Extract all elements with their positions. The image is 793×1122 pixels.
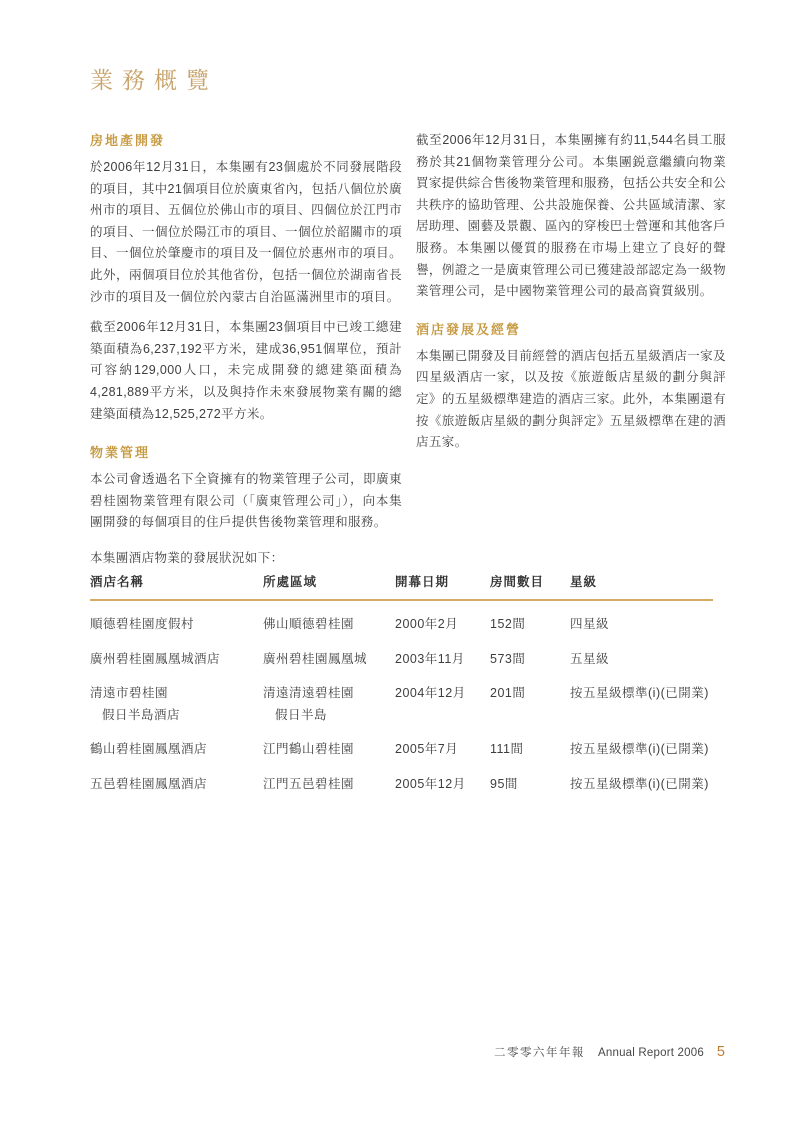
hotel-table-cell: 2000年2月 bbox=[395, 617, 459, 631]
left-column bbox=[90, 130, 402, 570]
right-column bbox=[416, 130, 726, 463]
hotel-table-row bbox=[90, 636, 713, 671]
hotel-table-cell: 五星級 bbox=[570, 651, 610, 666]
real-estate-paragraph-1: 於2006年12月31日，本集團有23個處於不同發展階段的項目，其中21個項目位於廣東省內，包括八個位於廣州市的項目、五個位於佛山市的項目、四個位於江門市的項目、一個位於陽江市的項目、一個位於韶關市的項目、一個位於肇慶市的項目及一個位於惠州市的項目。此外，兩個項目位於其他省份，包括一個位於湖南省長沙市的項目及一個位於內蒙古自治區滿洲里市的項目。 bbox=[90, 160, 402, 304]
hotel-table-cell: 鶴山碧桂園鳳凰酒店 bbox=[90, 742, 208, 756]
hotel-table bbox=[90, 572, 713, 795]
staff-paragraph: 截至2006年12月31日，本集團擁有約11,544名員工服務於其21個物業管理分公司。本集團鋭意繼續向物業買家提供綜合售後物業管理和服務，包括公共安全和公共秩序的協助管理、公共設施保養、公共區域清潔、家居助理、園藝及景觀、區內的穿梭巴士營運和其他客戶服務。本集團以優質的服務在市場上建立了良好的聲譽，例證之一是廣東管理公司已獲建設部認定為一級物業管理公司，是中國物業管理公司的最高資質級別。 bbox=[416, 133, 726, 299]
section-heading-real-estate: 房地產開發 bbox=[90, 133, 166, 148]
hotel-table-cell: 清遠清遠碧桂園 假日半島 bbox=[263, 686, 355, 722]
hotel-table-body bbox=[90, 600, 713, 795]
hotel-table-cell: 廣州碧桂園鳳凰城酒店 bbox=[90, 651, 221, 666]
hotel-table-cell: 2003年11月 bbox=[395, 651, 465, 666]
hotel-table-intro: 本集團酒店物業的發展狀況如下： bbox=[90, 550, 284, 565]
hotel-table-row bbox=[90, 726, 713, 761]
column-header-star-rating: 星級 bbox=[570, 572, 713, 600]
hotel-table-row bbox=[90, 670, 713, 726]
hotel-table-row bbox=[90, 600, 713, 636]
hotel-table-cell: 順德碧桂園度假村 bbox=[90, 617, 195, 631]
hotel-table-cell: 江門鶴山碧桂園 bbox=[263, 742, 355, 756]
hotel-table-cell: 111間 bbox=[490, 742, 524, 756]
hotel-table-header-row bbox=[90, 572, 713, 600]
section-heading-property-management: 物業管理 bbox=[90, 445, 151, 461]
hotel-development-paragraph: 本集團已開發及目前經營的酒店包括五星級酒店一家及四星級酒店一家，以及按《旅遊飯店星級的劃分與評定》的五星級標準建造的酒店三家。此外，本集團還有按《旅遊飯店星級的劃分與評定》五星級標準在建的酒店五家。 bbox=[416, 348, 726, 450]
footer-report-title-zh: 二零零六年年報 bbox=[494, 1047, 586, 1059]
hotel-table-cell: 廣州碧桂園鳳凰城 bbox=[263, 651, 368, 666]
hotel-table-cell: 五邑碧桂園鳳凰酒店 bbox=[90, 776, 208, 791]
hotel-table-cell: 95間 bbox=[490, 776, 518, 791]
hotel-table-cell: 573間 bbox=[490, 651, 526, 666]
hotel-table-cell: 按五星級標準(i)(已開業) bbox=[570, 742, 709, 756]
column-header-opening-date: 開幕日期 bbox=[395, 572, 490, 600]
page-title: 業務概覽 bbox=[90, 67, 218, 93]
footer-page-number: 5 bbox=[716, 1044, 725, 1060]
hotel-table-cell: 佛山順德碧桂園 bbox=[263, 617, 355, 631]
hotel-table-cell: 2005年7月 bbox=[395, 742, 459, 756]
hotel-table-cell: 江門五邑碧桂園 bbox=[263, 776, 355, 791]
property-management-paragraph: 本公司會透過名下全資擁有的物業管理子公司，即廣東碧桂園物業管理有限公司（「廣東管理公司」），向本集團開發的每個項目的住戶提供售後物業管理和服務。 bbox=[90, 472, 402, 530]
hotel-table-cell: 按五星級標準(i)(已開業) bbox=[570, 686, 709, 700]
real-estate-paragraph-2: 截至2006年12月31日，本集團23個項目中已竣工總建築面積為6,237,192平方米，建成36,951個單位，預計可容納129,000人口，未完成開發的總建築面積為4,281,889平方米，以及與持作未來發展物業有關的總建築面積為12,525,272平方米。 bbox=[90, 320, 402, 421]
column-header-hotel-name: 酒店名稱 bbox=[90, 572, 263, 600]
hotel-table-cell: 152間 bbox=[490, 617, 526, 631]
hotel-table-cell: 清遠市碧桂園 假日半島酒店 bbox=[90, 686, 181, 722]
hotel-table-cell: 201間 bbox=[490, 686, 526, 700]
hotel-table-cell: 2004年12月 bbox=[395, 686, 466, 700]
hotel-table-cell: 四星級 bbox=[570, 617, 610, 631]
hotel-table-cell: 按五星級標準(i)(已開業) bbox=[570, 776, 709, 791]
hotel-table-section bbox=[90, 572, 713, 795]
hotel-table-cell: 2005年12月 bbox=[395, 776, 466, 791]
section-heading-hotel-development: 酒店發展及經營 bbox=[416, 321, 522, 337]
hotel-table-row bbox=[90, 761, 713, 796]
column-header-rooms: 房間數目 bbox=[490, 572, 570, 600]
column-header-region: 所處區域 bbox=[263, 572, 395, 600]
footer-report-title-en: Annual Report 2006 bbox=[598, 1047, 704, 1059]
page-footer bbox=[494, 1044, 725, 1060]
